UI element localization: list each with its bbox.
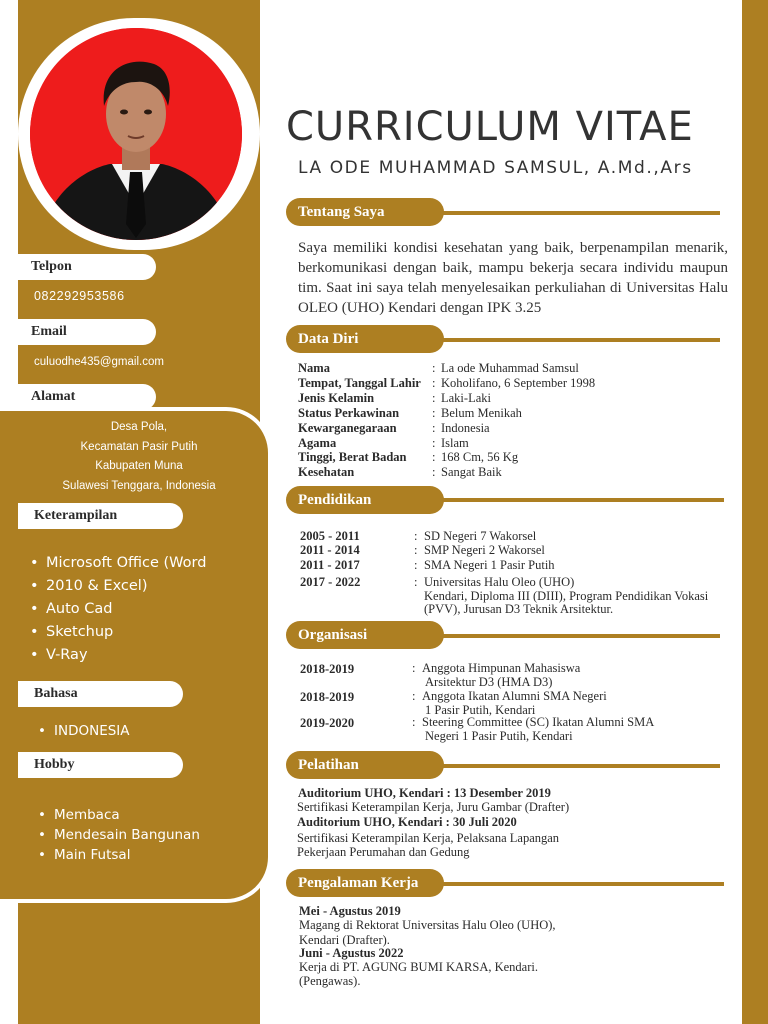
organization-years: 2018-2019 [300, 690, 355, 704]
education-years: 2005 - 2011 [300, 529, 360, 543]
skill-item-continuation [28, 575, 206, 598]
education-line: SMP Negeri 2 Wakorsel [424, 543, 545, 557]
section-heading-organization: Organisasi [286, 621, 444, 649]
organization-detail [422, 716, 722, 743]
phone-value: 082292953586 [34, 289, 125, 303]
organization-detail [422, 662, 722, 689]
field-value: Belum Menikah [441, 406, 522, 420]
language-list [36, 721, 130, 741]
training-line: Auditorium UHO, Kendari : 13 Desember 2019 [298, 786, 551, 800]
skill-item: • Auto Cad [28, 598, 206, 621]
about-text: Saya memiliki kondisi kesehatan yang baik, berpenampilan menarik, berkomunikasi dengan baik, mampu bekerja secara individu maupun tim. Saat ini saya telah menyelesaikan perkuliahan di Universitas Halu OLEO (UHO) Kendari dengan IPK 3.25 [298, 240, 728, 316]
field-label: Agama [298, 436, 337, 450]
section-heading-training: Pelatihan [286, 751, 444, 779]
address-line: Sulawesi Tenggara, Indonesia [62, 480, 216, 493]
email-label: Email [18, 319, 156, 345]
training-line: Auditorium UHO, Kendari : 30 Juli 2020 [297, 815, 517, 829]
field-separator: : [432, 450, 436, 464]
address-label: Alamat [18, 384, 156, 410]
section-divider [436, 498, 724, 502]
field-label: Nama [298, 361, 330, 375]
field-separator: : [412, 689, 416, 703]
training-line: Sertifikasi Keterampilan Kerja, Pelaksana Lapangan [297, 831, 560, 845]
experience-line: Juni - Agustus 2022 [299, 946, 404, 960]
field-separator: : [432, 361, 436, 375]
hobby-list [36, 805, 200, 865]
experience-line: Mei - Agustus 2019 [299, 904, 401, 918]
field-separator: : [432, 421, 436, 435]
field-separator: : [432, 465, 436, 479]
field-label: Tinggi, Berat Badan [298, 450, 407, 464]
field-separator: : [414, 529, 418, 543]
training-line: Pekerjaan Perumahan dan Gedung [297, 845, 470, 859]
education-line: Universitas Halu Oleo (UHO) [424, 575, 575, 589]
address-line: Kecamatan Pasir Putih [80, 440, 198, 453]
experience-line: (Pengawas). [299, 974, 361, 988]
field-value: La ode Muhammad Samsul [441, 361, 579, 375]
education-years: 2011 - 2014 [300, 543, 360, 557]
hobby-label: Hobby [18, 752, 183, 778]
phone-label: Telpon [18, 254, 156, 280]
section-divider [436, 882, 724, 886]
hobby-item: • Main Futsal [36, 845, 200, 865]
field-separator: : [432, 436, 436, 450]
language-label: Bahasa [18, 681, 183, 707]
skills-list [28, 552, 206, 667]
section-heading-experience: Pengalaman Kerja [286, 869, 444, 897]
skill-item: • Sketchup [28, 621, 206, 644]
experience-line: Magang di Rektorat Universitas Halu Oleo (UHO), [299, 918, 556, 932]
field-label: Tempat, Tanggal Lahir [298, 376, 421, 390]
training-line: Sertifikasi Keterampilan Kerja, Juru Gambar (Drafter) [297, 800, 570, 814]
organization-years: 2018-2019 [300, 662, 355, 676]
person-silhouette-icon [30, 28, 242, 240]
field-value: Koholifano, 6 September 1998 [441, 376, 596, 390]
field-label: Status Perkawinan [298, 406, 400, 420]
education-years: 2017 - 2022 [300, 575, 361, 589]
section-divider [436, 338, 720, 342]
address-block [18, 418, 260, 497]
education-years: 2011 - 2017 [300, 558, 360, 572]
email-value: culuodhe435@gmail.com [34, 356, 164, 368]
hobby-item: • Mendesain Bangunan [36, 825, 200, 845]
section-divider [436, 211, 720, 215]
organization-years: 2019-2020 [300, 716, 355, 730]
section-heading-education: Pendidikan [286, 486, 444, 514]
organization-line: Anggota Ikatan Alumni SMA Negeri [422, 689, 607, 703]
field-separator: : [432, 391, 436, 405]
organization-line: Arsitektur D3 (HMA D3) [425, 674, 553, 689]
field-value: Indonesia [441, 421, 490, 435]
person-name: LA ODE MUHAMMAD SAMSUL, A.Md.,Ars [298, 158, 693, 178]
education-detail [424, 544, 734, 558]
section-heading-about: Tentang Saya [286, 198, 444, 226]
education-detail [424, 559, 734, 573]
field-separator: : [432, 376, 436, 390]
field-separator: : [414, 543, 418, 557]
field-separator: : [414, 575, 418, 589]
education-line: SMA Negeri 1 Pasir Putih [424, 558, 555, 572]
field-value: Sangat Baik [441, 465, 502, 479]
experience-line: Kerja di PT. AGUNG BUMI KARSA, Kendari. [299, 960, 538, 974]
education-line: (PVV), Jurusan D3 Teknik Arsitektur. [424, 602, 614, 616]
education-detail [424, 576, 734, 617]
skill-item: • Microsoft Office (Word [28, 552, 206, 575]
skills-label: Keterampilan [18, 503, 183, 529]
organization-line: 1 Pasir Putih, Kendari [425, 702, 536, 717]
skill-item: • V-Ray [28, 644, 206, 667]
field-label: Jenis Kelamin [298, 391, 375, 405]
field-label: Kesehatan [298, 465, 355, 479]
field-value: Islam [441, 436, 469, 450]
hobby-item: • Membaca [36, 805, 200, 825]
organization-detail [422, 690, 722, 717]
field-separator: : [414, 558, 418, 572]
education-line: Kendari, Diploma III (DIII), Program Pendidikan Vokasi [424, 588, 709, 603]
field-value: 168 Cm, 56 Kg [441, 450, 519, 464]
organization-line: Anggota Himpunan Mahasiswa [422, 661, 581, 675]
field-separator: : [412, 715, 416, 729]
field-value: Laki-Laki [441, 391, 491, 405]
page-title: CURRICULUM VITAE [286, 104, 694, 150]
organization-line: Negeri 1 Pasir Putih, Kendari [425, 728, 573, 743]
field-separator: : [412, 661, 416, 675]
experience-line: Kendari (Drafter). [299, 933, 390, 947]
right-edge-stripe [742, 0, 768, 1024]
section-divider [436, 764, 720, 768]
section-divider [436, 634, 720, 638]
education-line: SD Negeri 7 Wakorsel [424, 529, 537, 543]
profile-photo [30, 28, 242, 240]
field-label: Kewarganegaraan [298, 421, 397, 435]
address-line: Desa Pola, [110, 421, 168, 433]
field-separator: : [432, 406, 436, 420]
language-item: • INDONESIA [36, 721, 130, 741]
organization-line: Steering Committee (SC) Ikatan Alumni SMA [422, 715, 655, 729]
address-line: Kabupaten Muna [95, 460, 183, 473]
section-heading-personal: Data Diri [286, 325, 444, 353]
education-detail [424, 530, 734, 544]
skill-item-text: 2010 & Excel) [46, 578, 148, 594]
